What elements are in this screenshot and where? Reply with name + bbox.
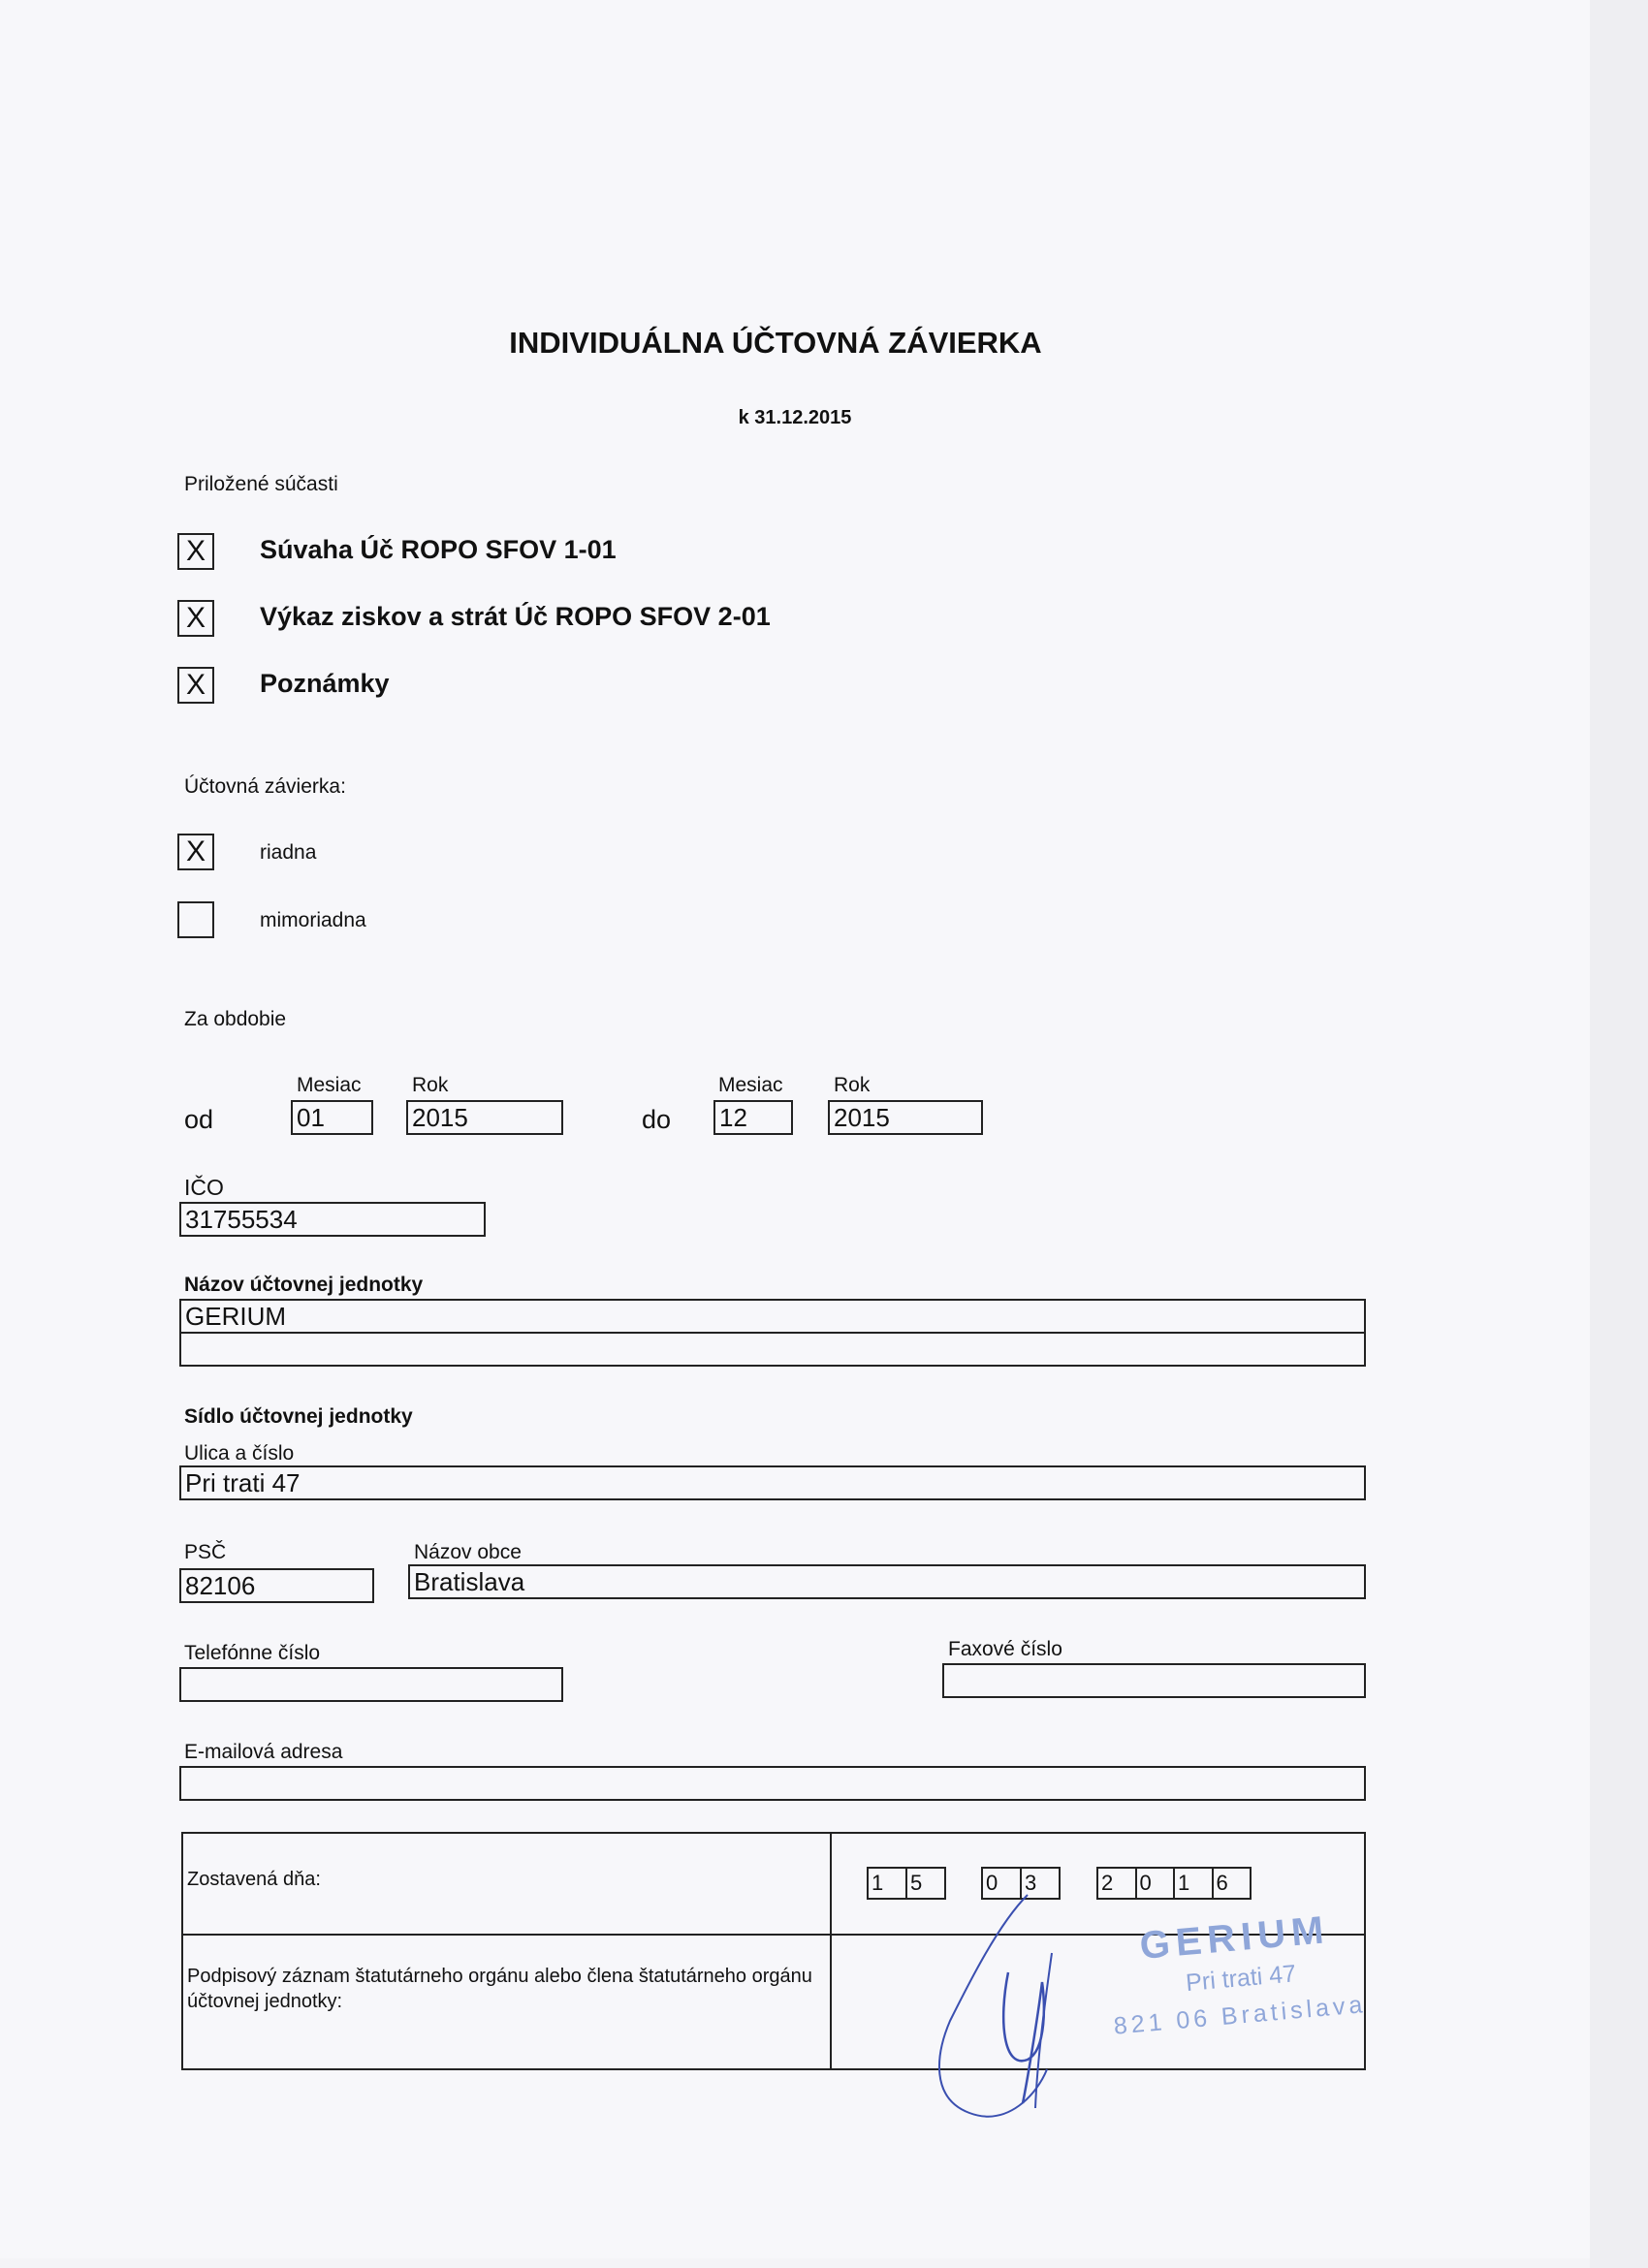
compiled-day-digit-2: 5 [910,1871,923,1895]
stamp-line-3: 821 06 Bratislava [1112,1991,1368,2040]
stamp-line-1: GERIUM [1137,1908,1332,1969]
document-title: INDIVIDUÁLNA ÚČTOVNÁ ZÁVIERKA [509,326,1042,360]
ico-label: IČO [184,1175,224,1200]
compiled-month-digit-2: 3 [1025,1871,1037,1895]
phone-label: Telefónne číslo [184,1642,321,1664]
entity-name-label: Názov účtovnej jednotky [184,1274,424,1296]
document-date: k 31.12.2015 [738,407,852,428]
from-label: od [184,1105,214,1134]
company-stamp [1099,1901,1431,2073]
email-label: E-mailová adresa [184,1741,343,1763]
fax-label: Faxové číslo [948,1638,1062,1660]
address-section-label: Sídlo účtovnej jednotky [184,1405,413,1428]
compiled-day-digit-1: 1 [869,1869,907,1898]
checkbox-notes[interactable]: X [177,667,214,704]
to-year-field[interactable] [828,1100,983,1135]
to-month-field[interactable] [713,1100,793,1135]
compiled-year-field[interactable] [1096,1867,1252,1900]
components-label: Priložené súčasti [184,473,338,495]
page-edge [1590,0,1648,2268]
compiled-year-digit-3: 1 [1175,1869,1214,1898]
to-year-label: Rok [834,1074,871,1096]
entity-name-value: GERIUM [185,1302,286,1331]
ico-value: 31755534 [185,1205,298,1234]
to-label: do [642,1105,672,1134]
from-year-label: Rok [412,1074,449,1096]
street-value: Pri trati 47 [185,1468,301,1497]
profit-loss-label: Výkaz ziskov a strát Úč ROPO SFOV 2-01 [260,602,771,631]
signature-label: Podpisový záznam štatutárneho orgánu alebo člena štatutárneho orgánu účtovnej jednotky: [187,1966,812,2012]
to-month-label: Mesiac [718,1074,783,1096]
checkbox-balance-sheet[interactable]: X [177,533,214,570]
checkbox-extraordinary[interactable] [177,901,214,938]
from-month-value: 01 [297,1103,325,1132]
from-month-field[interactable] [291,1100,373,1135]
city-field[interactable] [408,1564,1366,1599]
from-year-value: 2015 [412,1103,468,1132]
stamp-line-2: Pri trati 47 [1185,1960,1298,1998]
table-vertical-divider [830,1832,832,2070]
city-label: Názov obce [414,1541,522,1563]
checkbox-regular[interactable]: X [177,834,214,870]
regular-label: riadna [260,841,317,864]
to-year-value: 2015 [834,1103,890,1132]
balance-sheet-label: Súvaha Úč ROPO SFOV 1-01 [260,535,617,564]
extraordinary-label: mimoriadna [260,909,366,931]
phone-field[interactable] [179,1667,563,1702]
compiled-year-digit-4: 6 [1216,1871,1228,1895]
to-month-value: 12 [719,1103,747,1132]
closing-label: Účtovná závierka: [184,775,346,798]
from-month-label: Mesiac [297,1074,362,1096]
city-value: Bratislava [414,1567,525,1596]
compiled-month-digit-1: 0 [983,1869,1022,1898]
ico-field[interactable] [179,1202,486,1237]
psc-value: 82106 [185,1571,256,1600]
compiled-label: Zostavená dňa: [187,1869,321,1890]
psc-field[interactable] [179,1568,374,1603]
email-field[interactable] [179,1766,1366,1801]
street-label: Ulica a číslo [184,1442,295,1465]
compiled-year-digit-1: 2 [1098,1869,1137,1898]
period-label: Za obdobie [184,1008,287,1030]
from-year-field[interactable] [406,1100,563,1135]
fax-field[interactable] [942,1663,1366,1698]
entity-name-field-2[interactable] [179,1332,1366,1367]
street-field[interactable] [179,1465,1366,1500]
checkbox-profit-loss[interactable]: X [177,600,214,637]
notes-label: Poznámky [260,669,390,698]
entity-name-field-1[interactable] [179,1299,1366,1334]
handwritten-signature [931,1875,1086,2127]
psc-label: PSČ [184,1541,227,1563]
compiled-year-digit-2: 0 [1137,1869,1176,1898]
